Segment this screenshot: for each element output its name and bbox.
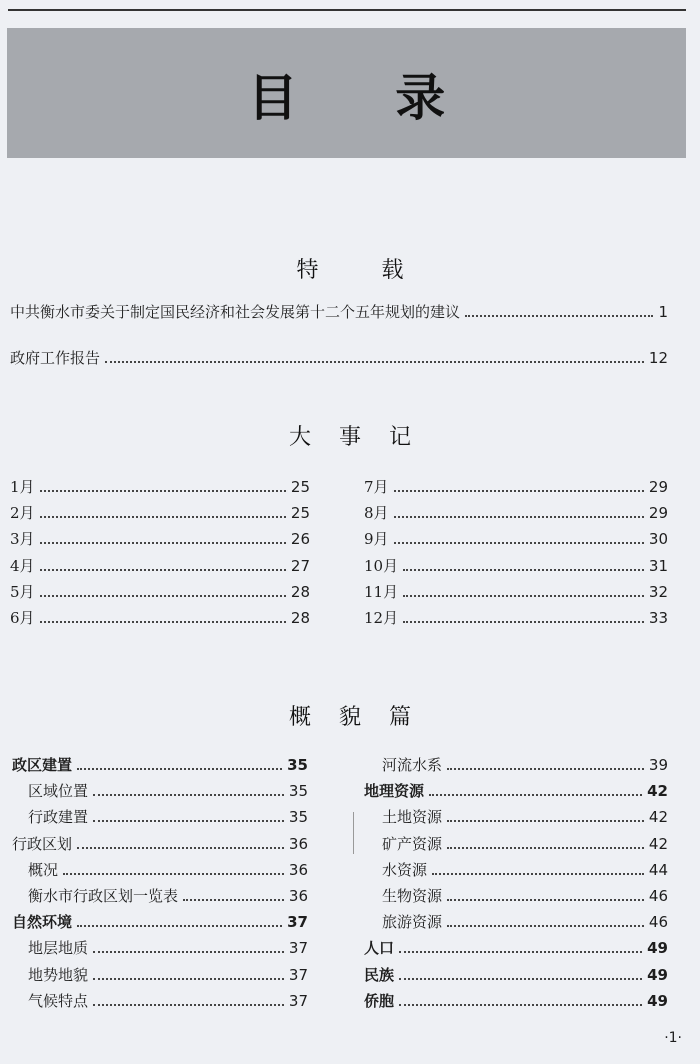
toc-entry-label: 生物资源	[382, 887, 443, 905]
toc-entry-page: 37	[288, 991, 308, 1010]
leader-dots	[403, 595, 644, 597]
toc-entry[interactable]	[364, 964, 668, 986]
toc-entry-page: 46	[648, 913, 668, 932]
toc-entry[interactable]	[382, 806, 668, 828]
toc-entry-page: 33	[648, 609, 668, 627]
toc-entry-page: 49	[647, 991, 668, 1010]
toc-entry-page: 35	[288, 808, 308, 827]
toc-entry-label: 区域位置	[28, 782, 89, 801]
toc-entry-label: 河流水系	[382, 756, 443, 774]
toc-entry-page: 29	[648, 504, 668, 523]
leader-dots	[105, 361, 644, 363]
toc-entry[interactable]	[10, 502, 310, 524]
leader-dots	[40, 542, 286, 544]
toc-entry-page: 36	[288, 860, 308, 879]
leader-dots	[394, 516, 644, 518]
leader-dots	[93, 820, 284, 822]
toc-entry-page: 46	[648, 887, 668, 905]
leader-dots	[447, 899, 644, 901]
leader-dots	[77, 847, 284, 849]
toc-entry-label: 7月	[364, 478, 389, 496]
leader-dots	[40, 516, 286, 518]
toc-entry-label: 3月	[10, 530, 35, 549]
toc-entry-label: 1月	[10, 478, 35, 496]
section-heading-events: 大事记	[288, 425, 439, 450]
toc-entry-label: 土地资源	[382, 808, 443, 827]
toc-entry[interactable]	[364, 607, 668, 629]
toc-entry-page: 27	[290, 556, 310, 575]
column-divider	[353, 812, 354, 854]
toc-entry[interactable]	[382, 833, 668, 855]
toc-entry[interactable]	[10, 607, 310, 629]
toc-entry-label: 地层地质	[28, 939, 89, 958]
toc-entry-page: 39	[648, 756, 668, 774]
toc-entry-label: 11月	[364, 582, 399, 601]
leader-dots	[399, 1004, 642, 1006]
leader-dots	[447, 768, 644, 770]
toc-entry-label: 行政区划	[12, 834, 73, 853]
leader-dots	[465, 315, 653, 317]
toc-entry-label: 旅游资源	[382, 913, 443, 932]
toc-entry-page: 28	[290, 609, 310, 627]
toc-entry[interactable]	[382, 885, 668, 907]
leader-dots	[399, 978, 642, 980]
leader-dots	[93, 951, 284, 953]
toc-entry-page: 28	[290, 582, 310, 601]
toc-entry-page: 30	[648, 530, 668, 549]
toc-entry[interactable]	[28, 964, 308, 986]
toc-entry[interactable]	[28, 780, 308, 802]
toc-entry-page: 49	[647, 939, 668, 958]
toc-entry-page: 49	[647, 965, 668, 984]
toc-entry-page: 25	[290, 478, 310, 496]
toc-entry[interactable]	[10, 347, 668, 369]
leader-dots	[40, 490, 286, 492]
toc-entry-label: 12月	[364, 609, 399, 627]
leader-dots	[403, 621, 644, 623]
toc-entry[interactable]	[10, 555, 310, 577]
toc-entry[interactable]	[382, 754, 668, 776]
toc-entry[interactable]	[364, 502, 668, 524]
toc-entry[interactable]	[12, 911, 308, 933]
toc-entry[interactable]	[10, 301, 668, 323]
toc-entry[interactable]	[364, 528, 668, 550]
toc-entry-label: 5月	[10, 582, 35, 601]
toc-entry[interactable]	[28, 990, 308, 1012]
section-heading-special: 特 载	[296, 258, 432, 283]
toc-entry-page: 36	[288, 834, 308, 853]
toc-entry-label: 衡水市行政区划一览表	[28, 887, 179, 905]
leader-dots	[40, 595, 286, 597]
toc-entry-page: 26	[290, 530, 310, 549]
toc-entry[interactable]	[28, 885, 308, 907]
toc-entry[interactable]	[28, 859, 308, 881]
leader-dots	[399, 951, 642, 953]
leader-dots	[77, 925, 282, 927]
toc-entry-page: 32	[648, 582, 668, 601]
toc-entry-page: 1	[658, 303, 668, 321]
toc-entry-label: 4月	[10, 556, 35, 575]
toc-entry-label: 气候特点	[28, 991, 89, 1010]
toc-entry-page: 37	[288, 965, 308, 984]
toc-entry[interactable]	[382, 859, 668, 881]
toc-entry[interactable]	[28, 937, 308, 959]
leader-dots	[432, 873, 644, 875]
toc-entry[interactable]	[10, 581, 310, 603]
toc-entry-label: 概况	[28, 860, 59, 879]
toc-entry-page: 37	[288, 939, 308, 958]
toc-entry-page: 31	[648, 556, 668, 575]
toc-entry-page: 35	[288, 782, 308, 801]
leader-dots	[447, 820, 644, 822]
toc-entry-page: 29	[648, 478, 668, 496]
toc-entry-label: 地势地貌	[28, 965, 89, 984]
leader-dots	[93, 1004, 284, 1006]
toc-entry-page: 42	[648, 834, 668, 853]
toc-entry-label: 人口	[364, 939, 395, 958]
toc-entry-label: 政府工作报告	[10, 349, 101, 367]
leader-dots	[40, 621, 286, 623]
leader-dots	[183, 899, 284, 901]
toc-entry-page: 44	[648, 860, 668, 879]
toc-entry[interactable]	[12, 754, 308, 776]
toc-entry[interactable]	[364, 581, 668, 603]
leader-dots	[447, 847, 644, 849]
leader-dots	[394, 490, 644, 492]
toc-entry-label: 10月	[364, 556, 399, 575]
leader-dots	[394, 542, 644, 544]
toc-entry-page: 12	[648, 349, 668, 367]
page-number: ·1·	[664, 1030, 682, 1046]
toc-entry-label: 民族	[364, 965, 395, 984]
toc-entry[interactable]	[12, 833, 308, 855]
toc-entry[interactable]	[364, 555, 668, 577]
toc-entry[interactable]	[364, 476, 668, 498]
leader-dots	[77, 768, 282, 770]
leader-dots	[40, 569, 286, 571]
toc-entry-label: 6月	[10, 609, 35, 627]
toc-entry-label: 8月	[364, 504, 389, 523]
toc-entry-page: 36	[288, 887, 308, 905]
leader-dots	[403, 569, 644, 571]
toc-entry-label: 自然环境	[12, 913, 73, 932]
toc-entry-label: 9月	[364, 530, 389, 549]
toc-entry[interactable]	[364, 780, 668, 802]
toc-entry-page: 42	[648, 808, 668, 827]
toc-entry[interactable]	[10, 476, 310, 498]
toc-entry-label: 政区建置	[12, 756, 73, 774]
leader-dots	[63, 873, 284, 875]
toc-entry-label: 矿产资源	[382, 834, 443, 853]
toc-entry-label: 地理资源	[364, 782, 425, 801]
leader-dots	[447, 925, 644, 927]
leader-dots	[93, 978, 284, 980]
toc-entry[interactable]	[10, 528, 310, 550]
section-heading-overview: 概貌篇	[288, 705, 439, 730]
toc-entry[interactable]	[382, 911, 668, 933]
toc-entry-label: 2月	[10, 504, 35, 523]
toc-entry[interactable]	[364, 990, 668, 1012]
toc-entry-label: 水资源	[382, 860, 428, 879]
toc-entry-page: 42	[647, 782, 668, 801]
toc-entry-label: 侨胞	[364, 991, 395, 1010]
page-title: 目 录	[247, 69, 486, 127]
toc-entry[interactable]	[28, 806, 308, 828]
toc-entry-page: 25	[290, 504, 310, 523]
top-rule	[8, 9, 686, 11]
toc-entry[interactable]	[364, 937, 668, 959]
leader-dots	[93, 794, 284, 796]
toc-entry-label: 行政建置	[28, 808, 89, 827]
toc-entry-page: 35	[287, 756, 308, 774]
toc-entry-page: 37	[287, 913, 308, 932]
leader-dots	[429, 794, 642, 796]
title-banner	[7, 28, 686, 158]
toc-entry-label: 中共衡水市委关于制定国民经济和社会发展第十二个五年规划的建议	[10, 303, 461, 321]
